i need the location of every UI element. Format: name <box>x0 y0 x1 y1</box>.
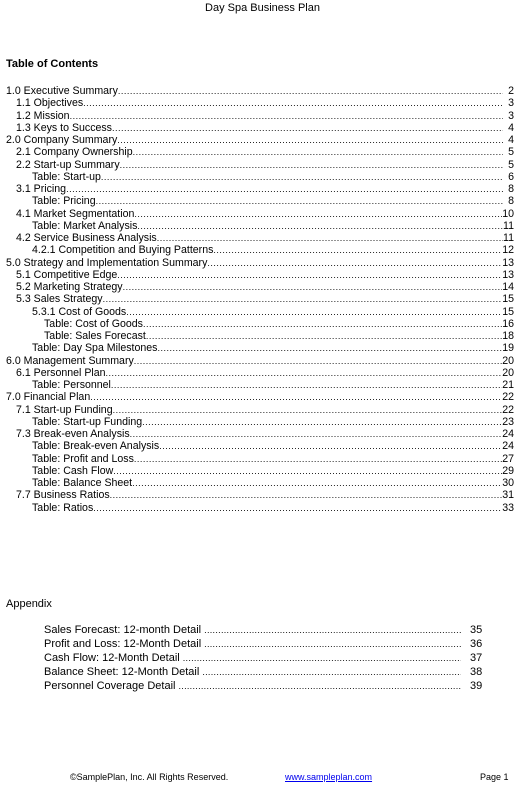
appendix-entry[interactable] <box>44 651 488 665</box>
toc-entry[interactable] <box>6 355 514 367</box>
toc-leader-dots <box>134 355 502 367</box>
toc-entry[interactable] <box>6 477 514 489</box>
footer-copyright: ©SamplePlan, Inc. All Rights Reserved. <box>70 772 229 782</box>
footer-url-link[interactable]: www.sampleplan.com <box>285 772 373 782</box>
toc-entry-label: Table: Start-up Funding <box>32 415 143 428</box>
toc-leader-dots <box>113 404 503 416</box>
toc-entry[interactable] <box>6 330 514 342</box>
toc-entry[interactable] <box>6 306 514 318</box>
toc-leader-dots <box>132 477 502 489</box>
appendix-leader-dots <box>178 679 461 693</box>
toc-entry-label: 4.2.1 Competition and Buying Patterns <box>32 244 214 257</box>
toc-entry[interactable] <box>6 159 514 171</box>
toc-entry[interactable] <box>6 232 514 244</box>
appendix-entry-label: Personnel Coverage Detail <box>44 680 176 692</box>
toc-entry-page: 5 <box>508 146 514 159</box>
toc-leader-dots <box>111 379 502 391</box>
toc-entry-page: 14 <box>502 281 514 293</box>
toc-entry-label: 1.1 Objectives <box>16 97 84 110</box>
appendix-entry-label: Cash Flow: 12-Month Detail <box>44 652 180 664</box>
toc-entry-page: 10 <box>502 207 514 220</box>
toc-leader-dots <box>159 440 502 452</box>
toc-leader-dots <box>120 159 503 171</box>
toc-entry-page: 6 <box>508 170 514 183</box>
toc-entry[interactable] <box>6 134 514 146</box>
toc-entry-label: 4.2 Service Business Analysis <box>16 232 157 244</box>
toc-entry-label: Table: Market Analysis <box>32 219 138 232</box>
toc-entry-page: 16 <box>502 317 514 330</box>
toc-leader-dots <box>66 183 503 195</box>
toc-entry[interactable] <box>6 489 514 501</box>
toc-entry-label: Table: Ratios <box>32 501 94 514</box>
toc-entry-page: 2 <box>508 85 514 97</box>
appendix-entry-page: 36 <box>470 638 483 650</box>
toc-entry-label: 4.1 Market Segmentation <box>16 207 135 220</box>
toc-entry-page: 11 <box>503 232 514 244</box>
toc-entry-label: Table: Personnel <box>32 379 111 391</box>
toc-entry-label: 5.3.1 Cost of Goods <box>32 305 127 318</box>
toc-entry[interactable] <box>6 122 514 134</box>
toc-entry-label: 3.1 Pricing <box>16 183 67 195</box>
toc-leader-dots <box>123 281 503 293</box>
toc-entry-page: 22 <box>502 403 514 416</box>
appendix-leader-dots <box>204 637 461 651</box>
toc-entry-label: 5.0 Strategy and Implementation Summary <box>6 256 208 269</box>
toc-entry-label: 5.3 Sales Strategy <box>16 293 103 306</box>
toc-entry[interactable] <box>6 257 514 269</box>
toc-entry-label: 7.7 Business Ratios <box>16 489 110 502</box>
toc-leader-dots <box>113 465 502 477</box>
toc-entry-page: 13 <box>502 268 514 281</box>
toc-entry[interactable] <box>6 97 514 109</box>
toc-entry[interactable] <box>6 110 514 122</box>
toc-entry-page: 24 <box>502 428 514 440</box>
toc-leader-dots <box>146 330 502 342</box>
appendix-entry[interactable] <box>44 623 488 637</box>
toc-entry[interactable] <box>6 269 514 281</box>
toc-entry[interactable] <box>6 404 514 416</box>
toc-leader-dots <box>118 85 503 97</box>
toc-entry-label: 5.1 Competitive Edge <box>16 268 118 281</box>
toc-leader-dots <box>207 257 502 269</box>
toc-entry-label: Table: Sales Forecast <box>44 330 146 342</box>
toc-entry-label: Table: Pricing <box>32 195 96 208</box>
toc-entry-page: 13 <box>502 256 514 269</box>
toc-entry-page: 3 <box>508 109 514 122</box>
toc-entry-page: 29 <box>502 464 514 477</box>
toc-entry-label: Table: Cost of Goods <box>44 317 143 330</box>
toc-entry-label: 7.0 Financial Plan <box>6 391 91 404</box>
toc-leader-dots <box>101 171 503 183</box>
toc-entry[interactable] <box>6 244 514 256</box>
toc-entry-label: Table: Break-even Analysis <box>32 440 160 453</box>
appendix-entry-page: 37 <box>470 652 483 664</box>
toc-leader-dots <box>96 195 503 207</box>
toc-entry-page: 20 <box>502 366 514 379</box>
toc-leader-dots <box>157 232 503 244</box>
toc-entry-page: 21 <box>502 379 514 391</box>
toc-leader-dots <box>93 502 502 514</box>
toc-entry-label: 5.2 Marketing Strategy <box>16 281 123 293</box>
appendix-leader-dots <box>183 651 461 665</box>
appendix-entry[interactable] <box>44 637 488 651</box>
toc-entry[interactable] <box>6 416 514 428</box>
toc-entry-page: 24 <box>502 440 514 453</box>
toc-entry-page: 23 <box>502 415 514 428</box>
toc-entry-page: 15 <box>502 293 514 306</box>
document-header <box>0 2 525 14</box>
appendix-entry-label: Balance Sheet: 12-Month Detail <box>44 666 200 678</box>
toc-leader-dots <box>117 134 503 146</box>
toc-entry-label: 1.3 Keys to Success <box>16 121 112 134</box>
toc-entry-page: 12 <box>502 244 514 257</box>
toc-leader-dots <box>134 208 502 220</box>
toc-leader-dots <box>126 306 502 318</box>
toc-entry-page: 33 <box>502 501 514 514</box>
toc-leader-dots <box>106 367 503 379</box>
toc-entry-page: 31 <box>502 489 514 502</box>
table-of-contents <box>6 85 514 514</box>
toc-heading: Table of Contents <box>6 58 99 70</box>
toc-entry[interactable] <box>6 318 514 330</box>
toc-leader-dots <box>157 342 502 354</box>
toc-leader-dots <box>142 416 502 428</box>
toc-entry-page: 11 <box>503 219 514 232</box>
toc-entry[interactable] <box>6 502 514 514</box>
toc-entry[interactable] <box>6 367 514 379</box>
toc-entry[interactable] <box>6 465 514 477</box>
toc-entry[interactable] <box>6 391 514 403</box>
toc-entry[interactable] <box>6 453 514 465</box>
appendix-leader-dots <box>202 665 461 679</box>
toc-entry-page: 4 <box>508 121 514 134</box>
toc-entry[interactable] <box>6 195 514 207</box>
appendix-entry-page: 39 <box>470 680 483 692</box>
toc-entry-page: 22 <box>502 391 514 404</box>
toc-entry[interactable] <box>6 293 514 305</box>
toc-leader-dots <box>83 97 503 109</box>
toc-entry-label: 1.0 Executive Summary <box>6 85 118 97</box>
toc-entry-page: 30 <box>502 477 514 489</box>
toc-entry-page: 8 <box>508 183 514 195</box>
toc-leader-dots <box>213 244 502 256</box>
toc-entry-page: 3 <box>508 97 514 110</box>
toc-entry-label: 6.1 Personnel Plan <box>16 366 106 379</box>
appendix-entry[interactable] <box>44 679 488 693</box>
toc-leader-dots <box>117 269 502 281</box>
appendix-entry-label: Sales Forecast: 12-month Detail <box>44 624 202 636</box>
toc-leader-dots <box>130 428 503 440</box>
toc-entry-page: 18 <box>502 330 514 342</box>
toc-entry[interactable] <box>6 342 514 354</box>
toc-leader-dots <box>112 122 503 134</box>
appendix-entry-page: 35 <box>470 624 483 636</box>
toc-entry[interactable] <box>6 171 514 183</box>
toc-entry[interactable] <box>6 208 514 220</box>
toc-entry-page: 15 <box>502 305 514 318</box>
appendix-leader-dots <box>204 623 461 637</box>
appendix-entry[interactable] <box>44 665 488 679</box>
toc-entry-label: 1.2 Mission <box>16 109 70 122</box>
toc-leader-dots <box>134 453 502 465</box>
toc-entry-label: Table: Balance Sheet <box>32 477 133 489</box>
toc-leader-dots <box>70 110 503 122</box>
toc-leader-dots <box>133 146 503 158</box>
toc-entry-label: Table: Cash Flow <box>32 464 114 477</box>
toc-entry-page: 8 <box>508 195 514 208</box>
toc-entry-label: Table: Start-up <box>32 170 101 183</box>
toc-entry-label: 6.0 Management Summary <box>6 354 134 367</box>
toc-entry-page: 4 <box>508 134 514 146</box>
toc-entry-page: 20 <box>502 354 514 367</box>
appendix-entry-page: 38 <box>470 666 483 678</box>
toc-entry-label: 2.2 Start-up Summary <box>16 158 120 171</box>
toc-entry[interactable] <box>6 379 514 391</box>
toc-entry-label: 2.1 Company Ownership <box>16 146 133 159</box>
toc-entry[interactable] <box>6 183 514 195</box>
footer-page-number: Page 1 <box>480 772 509 782</box>
document-title: Day Spa Business Plan <box>205 2 320 14</box>
toc-entry[interactable] <box>6 220 514 232</box>
toc-leader-dots <box>143 318 502 330</box>
appendix-list <box>44 623 488 693</box>
toc-leader-dots <box>103 293 503 305</box>
appendix-entry-label: Profit and Loss: 12-Month Detail <box>44 638 202 650</box>
toc-entry-label: 7.1 Start-up Funding <box>16 403 113 416</box>
toc-leader-dots <box>90 391 502 403</box>
toc-entry[interactable] <box>6 85 514 97</box>
toc-entry-page: 5 <box>508 158 514 171</box>
toc-entry-page: 27 <box>502 452 514 465</box>
toc-entry-page: 19 <box>502 342 514 355</box>
toc-leader-dots <box>137 220 503 232</box>
toc-entry[interactable] <box>6 281 514 293</box>
appendix-heading: Appendix <box>6 598 52 610</box>
toc-entry-label: Table: Day Spa Milestones <box>32 342 158 355</box>
toc-entry[interactable] <box>6 146 514 158</box>
toc-entry-label: 7.3 Break-even Analysis <box>16 428 130 440</box>
toc-entry-label: Table: Profit and Loss <box>32 452 134 465</box>
toc-entry-label: 2.0 Company Summary <box>6 134 118 146</box>
toc-leader-dots <box>110 489 503 501</box>
toc-entry[interactable] <box>6 440 514 452</box>
toc-entry[interactable] <box>6 428 514 440</box>
